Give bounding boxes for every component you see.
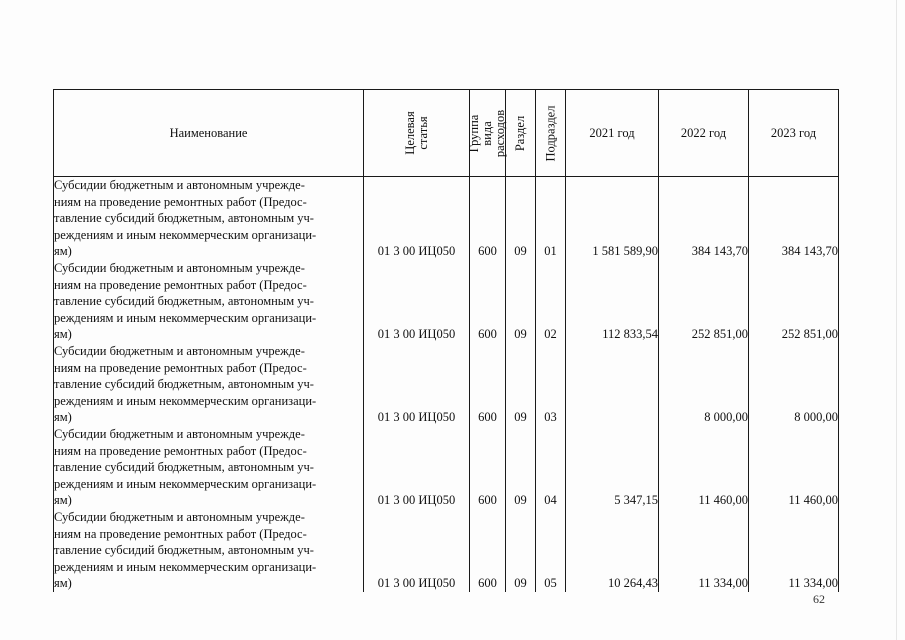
row-subsection: 02 [536, 260, 566, 343]
row-value-2023: 8 000,00 [749, 343, 839, 426]
page-number: 62 [813, 592, 825, 606]
table-row [54, 426, 839, 509]
row-name-line: тавление субсидий бюджетным, автономным уч- [54, 211, 314, 226]
row-name-line: ниям на проведение ремонтных работ (Предос- [54, 443, 307, 458]
row-subsection: 04 [536, 426, 566, 509]
row-name-line: ям) [54, 410, 72, 425]
row-section: 09 [506, 343, 536, 426]
row-expense-group: 600 [470, 509, 506, 592]
row-name-cell [54, 509, 364, 592]
row-name-line: Субсидии бюджетным и автономным учрежде- [54, 261, 305, 275]
row-section: 09 [506, 509, 536, 592]
row-subsection: 03 [536, 343, 566, 426]
row-value-2023: 252 851,00 [749, 260, 839, 343]
row-name-line: ниям на проведение ремонтных работ (Предос- [54, 526, 307, 541]
row-target-item: 01 3 00 ИЦ050 [364, 509, 470, 592]
row-name-line: реждениям и иным некоммерческим организаци- [54, 310, 317, 325]
budget-table [53, 89, 839, 592]
row-name-line: тавление субсидий бюджетным, автономным уч- [54, 543, 314, 558]
row-name-line: реждениям и иным некоммерческим организаци- [54, 476, 317, 491]
row-name-line: ям) [54, 244, 72, 259]
header-2021: 2021 год [566, 90, 659, 177]
row-value-2022: 252 851,00 [659, 260, 749, 343]
row-expense-group: 600 [470, 260, 506, 343]
row-name-line: Субсидии бюджетным и автономным учрежде- [54, 344, 305, 358]
row-expense-group: 600 [470, 426, 506, 509]
header-name: Наименование [54, 90, 364, 177]
row-section: 09 [506, 426, 536, 509]
table-row [54, 343, 839, 426]
row-section: 09 [506, 260, 536, 343]
row-name-line: тавление субсидий бюджетным, автономным уч- [54, 294, 314, 309]
row-name-line: ниям на проведение ремонтных работ (Предос- [54, 194, 307, 209]
row-name-line: ям) [54, 327, 72, 342]
header-expense-group-label: Группа вида расходов [467, 109, 508, 157]
row-name-cell [54, 426, 364, 509]
header-2023: 2023 год [749, 90, 839, 177]
row-name-cell [54, 177, 364, 261]
row-name-line: Субсидии бюджетным и автономным учрежде- [54, 510, 305, 524]
table-row [54, 260, 839, 343]
row-name-line: Субсидии бюджетным и автономным учрежде- [54, 427, 305, 441]
row-value-2022: 384 143,70 [659, 177, 749, 261]
row-name-cell [54, 343, 364, 426]
row-subsection: 05 [536, 509, 566, 592]
row-name-line: ниям на проведение ремонтных работ (Предос- [54, 277, 307, 292]
header-subsection [536, 90, 566, 177]
row-name-line: тавление субсидий бюджетным, автономным уч- [54, 460, 314, 475]
row-expense-group: 600 [470, 177, 506, 261]
header-target-item [364, 90, 470, 177]
row-name-line: тавление субсидий бюджетным, автономным уч- [54, 377, 314, 392]
row-value-2022: 11 334,00 [659, 509, 749, 592]
row-value-2023: 11 334,00 [749, 509, 839, 592]
budget-table-container [53, 89, 838, 591]
header-subsection-label: Подраздел [543, 105, 557, 161]
row-name-cell [54, 260, 364, 343]
row-section: 09 [506, 177, 536, 261]
row-value-2021: 1 581 589,90 [566, 177, 659, 261]
row-value-2023: 384 143,70 [749, 177, 839, 261]
row-value-2023: 11 460,00 [749, 426, 839, 509]
row-name-line: ям) [54, 576, 72, 591]
header-section-label: Раздел [513, 115, 528, 151]
row-name-line: реждениям и иным некоммерческим организаци- [54, 227, 317, 242]
row-target-item: 01 3 00 ИЦ050 [364, 426, 470, 509]
header-expense-group [467, 90, 508, 177]
row-name-line: ниям на проведение ремонтных работ (Предос- [54, 360, 307, 375]
row-name-line: реждениям и иным некоммерческим организаци- [54, 559, 317, 574]
header-target-item-label: Целевая статья [402, 111, 430, 155]
row-target-item: 01 3 00 ИЦ050 [364, 260, 470, 343]
table-row [54, 509, 839, 592]
row-value-2021: 10 264,43 [566, 509, 659, 592]
row-name-line: ям) [54, 493, 72, 508]
row-name-line: реждениям и иным некоммерческим организаци- [54, 393, 317, 408]
row-value-2021 [566, 343, 659, 426]
scan-edge-line [896, 0, 897, 640]
table-row [54, 177, 839, 261]
row-target-item: 01 3 00 ИЦ050 [364, 177, 470, 261]
row-value-2022: 8 000,00 [659, 343, 749, 426]
row-value-2021: 5 347,15 [566, 426, 659, 509]
row-target-item: 01 3 00 ИЦ050 [364, 343, 470, 426]
row-name-line: Субсидии бюджетным и автономным учрежде- [54, 178, 305, 192]
header-2022: 2022 год [659, 90, 749, 177]
row-value-2022: 11 460,00 [659, 426, 749, 509]
row-value-2021: 112 833,54 [566, 260, 659, 343]
row-expense-group: 600 [470, 343, 506, 426]
table-header-row [54, 90, 839, 177]
header-section [506, 90, 536, 177]
row-subsection: 01 [536, 177, 566, 261]
